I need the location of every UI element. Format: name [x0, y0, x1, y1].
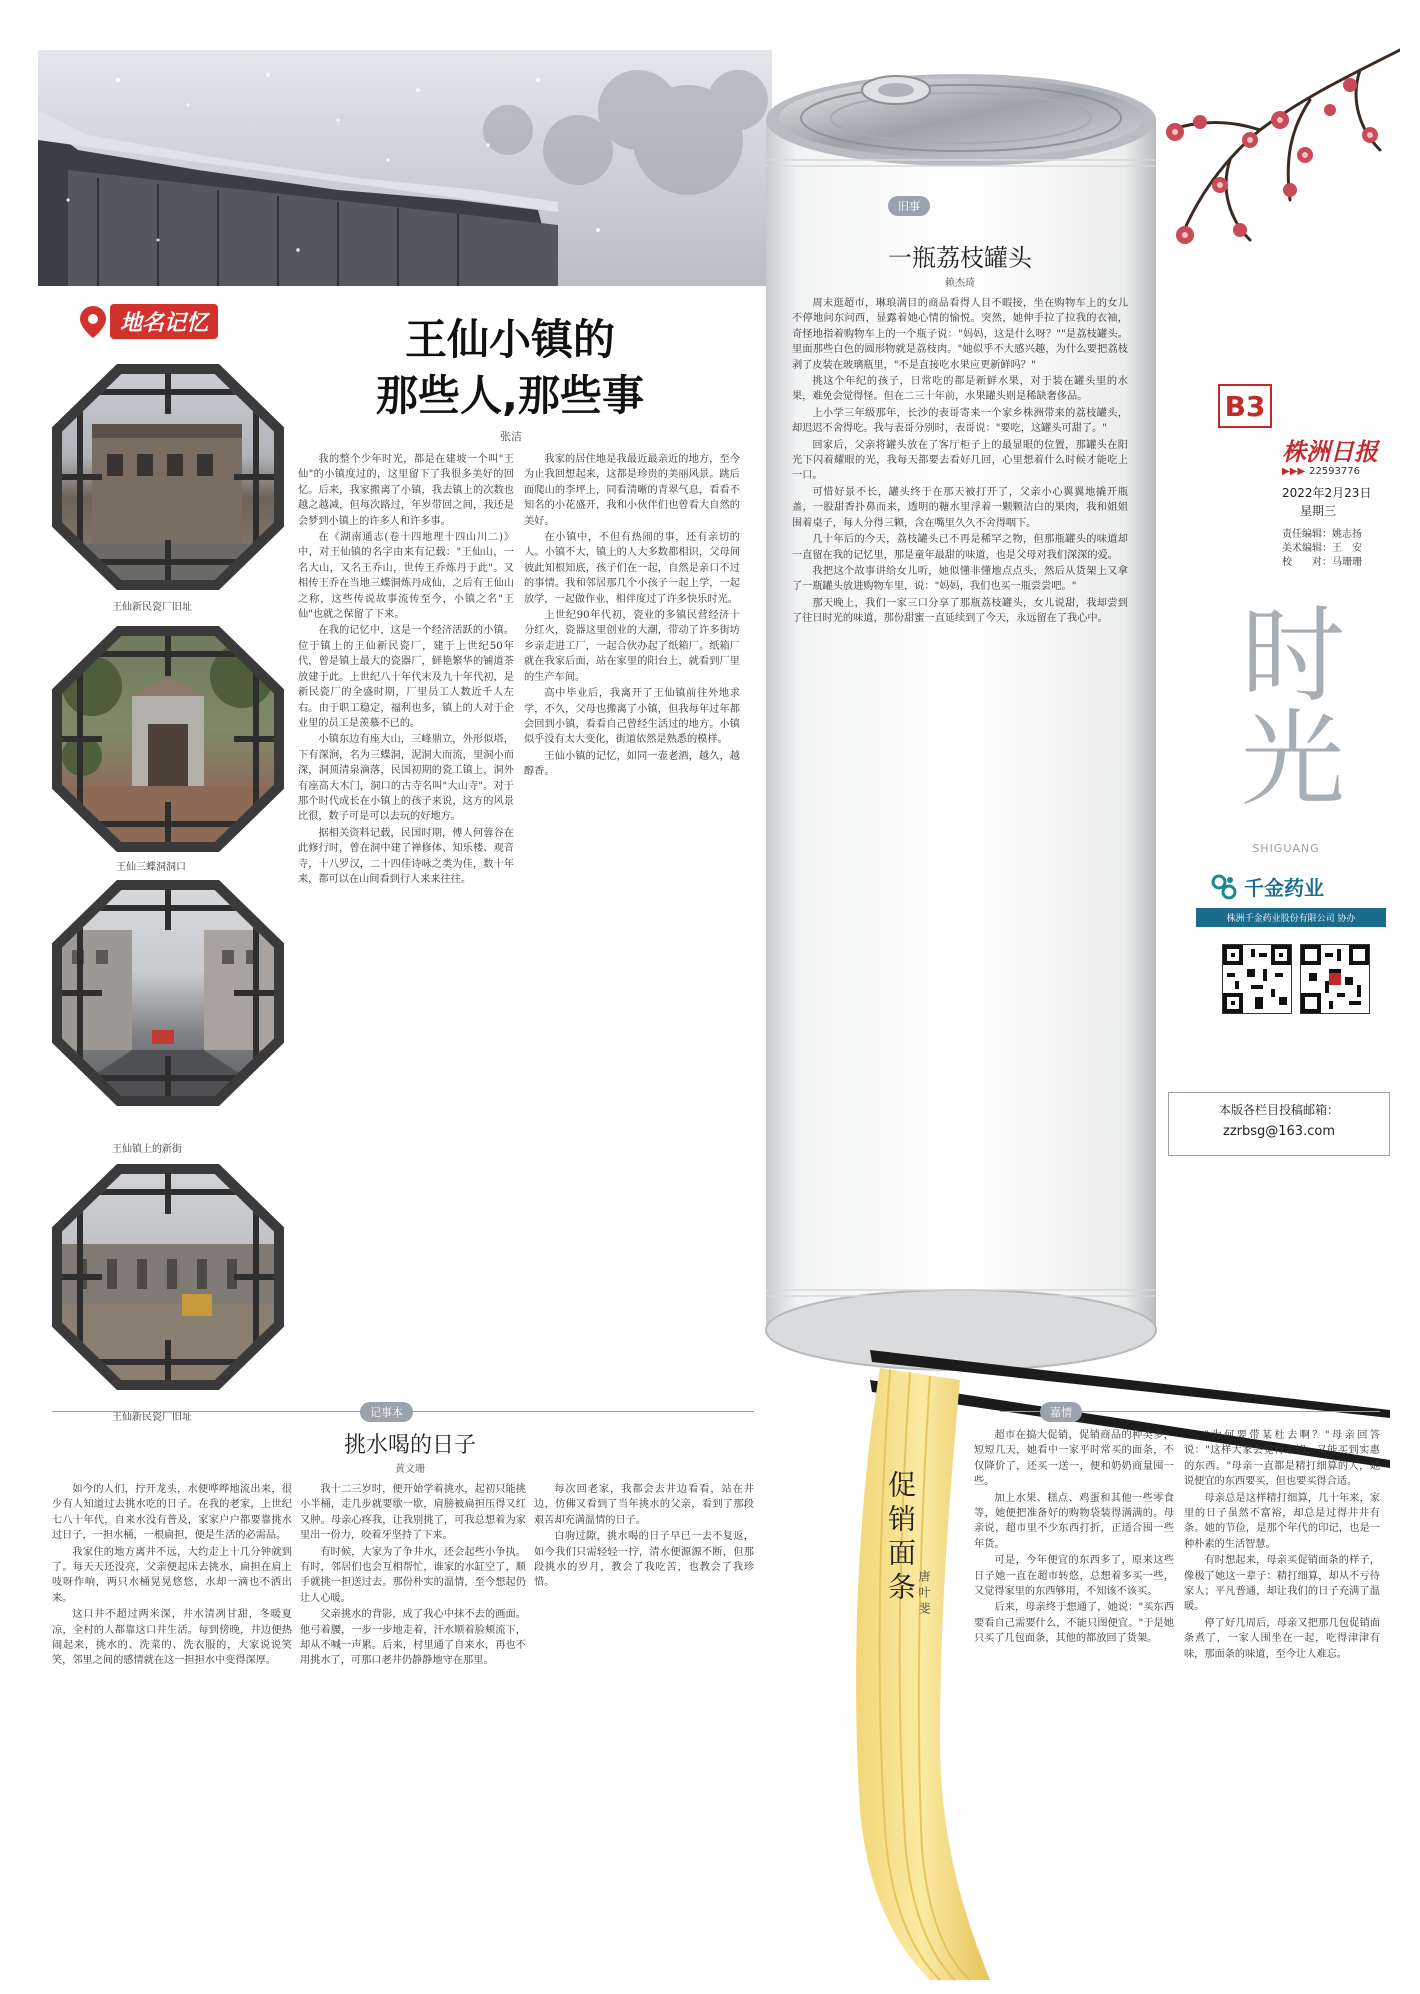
editor-credits — [1282, 528, 1362, 570]
map-pin-icon — [80, 306, 106, 338]
noodle-header-bar — [1000, 1402, 1380, 1420]
feature-body-col2 — [524, 452, 740, 1452]
feature-paragraph: 小镇东边有座大山，三峰鼎立，外形似塔，下有深涧，名为三蝶洞，泥洞大而流，里洞小而深，洞顶清泉滴落，民国初期的瓷工镇上，洞外有座高大木门，洞口的古寺名叫"大山寺"。对于那个时代成长在小镇上的孩子来说，这方的风景比很，数子可是可以去玩的好地方。 — [298, 734, 514, 823]
sponsor-name: 千金药业 — [1244, 876, 1324, 900]
lychee-paragraph: 几十年后的今天，荔枝罐头已不再是稀罕之物，但那瓶罐头的味道却一直留在我的记忆里，那是童年最甜的味道，也是父母对我们深深的爱。 — [792, 534, 1128, 561]
page-number: B3 — [1224, 389, 1266, 423]
noodle-paragraph: 停了好几周后，母亲又把那几包促销面条煮了，一家人围坐在一起，吃得津津有味，那面条的味道，至今让人难忘。 — [1184, 1617, 1380, 1660]
issue-weekday: 星期三 — [1300, 504, 1337, 518]
water-author: 黄文珊 — [395, 1464, 425, 1475]
water-tag: 记事本 — [360, 1402, 413, 1422]
sponsor-logo — [1210, 872, 1324, 901]
photo-frame-4 — [52, 1164, 284, 1390]
water-paragraph: 白驹过隙，挑水喝的日子早已一去不复返，如今我们只需轻轻一拧，清水便源源不断，但那段挑水的岁月，教会了我吃苦，也教会了我珍惜。 — [534, 1531, 754, 1589]
photo-frame-3 — [52, 880, 284, 1106]
feature-body-col1 — [298, 452, 514, 1452]
lychee-title: 一瓶荔枝罐头 — [888, 244, 1032, 272]
qr-code-pattern — [1223, 945, 1291, 1013]
photo-frame-2 — [52, 626, 284, 852]
photo-caption-1: 王仙新民瓷厂旧址 — [112, 602, 192, 613]
noodle-body-col1 — [974, 1428, 1174, 1974]
photo-caption-2: 王仙三蝶洞洞口 — [116, 862, 186, 873]
feature-author: 张洁 — [500, 430, 522, 443]
header-banner-image — [38, 50, 772, 286]
lychee-paragraph: 周末逛超市，琳琅满目的商品看得人目不暇接，坐在购物车上的女儿不停地问东问西，显露着她心情的愉悦。突然，她伸手拉了拉我的衣袖，奇怪地指着购物车上的一个瓶子说："妈妈，这是什么呀？""是荔枝罐头。里面那些白色的圆形物就是荔枝肉。"她似乎不大感兴趣，为什么要把荔枝剥了皮装在玻璃瓶里，"不是直接吃水果应更新鲜吗？" — [792, 298, 1128, 371]
feature-paragraph: 据相关资料记载，民国时期，傅人何蓉谷在此修行时，曾在洞中建了禅修体、知乐楼、观音寺，十八罗汉，二十四佳诗咏之类为佳，数十年来，都可以在山间看到行人来来往往。 — [298, 827, 514, 885]
submission-box — [1168, 1092, 1390, 1156]
feature-paragraph: 在小镇中，不但有热闹的事，还有亲切的人。小镇不大，镇上的人大多数都相识，父母间彼此知根知底，孩子们在一起，自然是亲口不过的事情。我和邻居那几个小孩子一起上学，一起放学，一起做作业，相伴度过了许多快乐时光。 — [524, 532, 740, 605]
photo-porcelain-factory-1 — [62, 374, 274, 580]
sponsor-line: 株洲千金药业股份有限公司 协办 — [1196, 908, 1386, 927]
qr-code-1 — [1222, 944, 1292, 1014]
lychee-paragraph: 上小学三年级那年，长沙的表哥寄来一个家乡株洲带来的荔枝罐头，却迟迟不舍得吃。我与表哥分别时，表哥说："要吃，这罐头可甜了。" — [792, 407, 1128, 435]
feature-title-line2: 那些人,那些事 — [376, 371, 644, 420]
credit-proof: 校 对：马珊珊 — [1282, 557, 1362, 568]
lychee-paragraph: 挑这个年纪的孩子，日常吃的都是新鲜水果，对于装在罐头里的水果，难免会觉得怪。但在二三十年前，水果罐头则是稀缺奢侈品。 — [792, 376, 1128, 403]
noodle-paragraph: 加上水果、糕点、鸡蛋和其他一些零食等，她便把准备好的购物袋装得满满的。母亲说，超市里不少东西打折，正适合囤一些年货。 — [974, 1492, 1174, 1550]
issue-date: 2022年2月23日 — [1282, 486, 1372, 500]
water-body-col3 — [534, 1482, 754, 1974]
photo-new-street — [62, 890, 274, 1096]
water-paragraph: 我十二三岁时，便开始学着挑水，起初只能挑小半桶，走几步就要歇一歇，肩膀被扁担压得又红又肿。母亲心疼我，让我别挑了，可我总想着为家里出一份力，咬着牙坚持了下来。 — [300, 1484, 526, 1542]
lychee-tag: 旧事 — [888, 196, 930, 216]
feature-paragraph: 上世纪90年代初，瓷业的多镇民营经济十分红火，瓷器这里创业的大潮，带动了许多街坊乡亲走进工厂，一起合伙办起了纸箱厂。纸箱厂就在我家后面，站在家里的阳台上，就看到厂里的生产车间。 — [524, 610, 740, 683]
photo-porcelain-factory-2 — [62, 1174, 274, 1380]
water-paragraph: 这口井不超过两米深，井水清冽甘甜，冬暖夏凉，全村的人都靠这口井生活。每到傍晚，井边便热闹起来，挑水的、洗菜的、洗衣服的，大家说说笑笑，邻里之间的感情就在这一担担水中变得深厚。 — [52, 1609, 292, 1667]
noodle-tag: 嘉情 — [1040, 1402, 1082, 1422]
water-paragraph: 如今的人们，拧开龙头，水便哗哗地流出来，很少有人知道过去挑水吃的日子。在我的老家，上世纪七八十年代，自来水没有普及，家家户户都要靠挑水过日子，一担水桶，一根扁担，便是生活的必需品。 — [52, 1484, 292, 1542]
lychee-paragraph: 回家后，父亲将罐头放在了客厅柜子上的最显眼的位置，那罐头在阳光下闪着耀眼的光，我每天都要去看好几回，心里想着什么时候才能吃上一口。 — [792, 439, 1128, 482]
noodle-paragraph: 母亲总是这样精打细算，几十年来，家里的日子虽然不富裕，却总是过得井井有条。她的节俭，是那个年代的印记，也是一种朴素的生活智慧。 — [1184, 1492, 1380, 1550]
feature-paragraph: 高中毕业后，我离开了王仙镇前往外地求学，不久，父母也搬离了小镇，但我每年过年都会回到小镇，看看自己曾经生活过的地方。小镇似乎没有太大变化，街道依然是熟悉的模样。 — [524, 688, 740, 746]
submission-email[interactable]: zzrbsg@163.com — [1223, 1124, 1335, 1139]
feature-paragraph: 我家的居住地是我最近最亲近的地方，至今为止我回想起来，这都是珍贵的美丽风景。跳后面爬山的李坪上，同看清晰的青翠气息，看看不知名的小花盛开，我和小伙伴们也曾看大自然的美好。 — [524, 454, 740, 527]
credit-art-editor: 美术编辑：王 安 — [1282, 543, 1362, 554]
water-body-col2 — [300, 1482, 526, 1974]
sponsor-logo-icon — [1210, 873, 1238, 901]
page-number-badge — [1218, 384, 1272, 428]
feature-paragraph: 在我的记忆中，这是一个经济活跃的小镇。位于镇上的王仙新民瓷厂，建于上世纪50年代，曾是镇上最大的瓷器厂，鲜艳繁华的铺道茶放建于此。上世纪八十年代末及九十年代初，是新民瓷厂的全盛时期，厂里员工人数近千人左右。由于职工稳定，福利也多，镇上的人对于企业里的员工是羡慕不已的。 — [298, 625, 514, 729]
section-title: 时光 — [1223, 600, 1345, 808]
lychee-body — [792, 296, 1128, 1306]
noodle-paragraph: 可是，今年便宜的东西多了，原来这些日子她一直在超市转悠，总想着多买一些，又觉得家里的东西够用，不知该不该买。 — [974, 1555, 1174, 1598]
photo-cave-entrance — [62, 636, 274, 842]
lychee-author: 赖杰琦 — [945, 278, 975, 289]
feature-title — [300, 312, 720, 424]
noodle-title: 促销面条 — [884, 1470, 917, 1606]
water-body-col1 — [52, 1482, 292, 1974]
noodle-paragraph: 后来，母亲终于想通了，她说："买东西要看自己需要什么，不能只图便宜。"于是她只买了几包面条，其他的都放回了货架。 — [974, 1602, 1174, 1645]
section-title-en: SHIGUANG — [1252, 842, 1320, 855]
noodle-body-col2 — [1184, 1428, 1380, 1974]
photo-caption-3: 王仙镇上的新街 — [112, 1144, 182, 1155]
photo-caption-4: 王仙新民瓷厂旧址 — [112, 1412, 192, 1423]
feature-title-line1: 王仙小镇的 — [404, 315, 615, 364]
water-paragraph: 我家住的地方离井不远，大约走上十几分钟就到了。每天天还没亮，父亲便起床去挑水，扁担在肩上吱呀作响，两只水桶晃晃悠悠，水却一滴也不洒出来。 — [52, 1546, 292, 1604]
qr-code-pattern — [1301, 945, 1369, 1013]
qr-code-2 — [1300, 944, 1370, 1014]
feature-paragraph: 我的整个少年时光，都是在建坡一个叫"王仙"的小镇度过的，这里留下了我很多美好的回忆。后来，我家搬离了小镇，我去镇上的次数也越之越减，但每次路过，年岁带回之间，我还是会梦到小镇上的许多人和许多事。 — [298, 454, 514, 527]
phone-row — [1282, 466, 1360, 477]
phone-number: 22593776 — [1309, 466, 1360, 477]
water-paragraph: 有时候，大家为了争井水，还会起些小争执。有时，邻居们也会互相帮忙，谁家的水缸空了，顺手就挑一担送过去。那份朴实的温情，至今想起仍让人心暖。 — [300, 1546, 526, 1604]
lychee-paragraph: 我把这个故事讲给女儿听，她似懂非懂地点点头，然后从货架上又拿了一瓶罐头放进购物车里，说："妈妈，我们也买一瓶尝尝吧。" — [792, 565, 1128, 593]
water-title: 挑水喝的日子 — [343, 1433, 476, 1458]
lychee-paragraph: 可惜好景不长，罐头终于在那天被打开了，父亲小心翼翼地撬开瓶盖，一股甜香扑鼻而来，透明的糖水里浮着一颗颗洁白的果肉，我和姐姐围着桌子，每人分得三颗，含在嘴里久久不舍得咽下。 — [792, 486, 1128, 529]
noodle-paragraph: "为何要带某杜去啊？"母亲回答说："这样大家会觉得亲切，又能买到实惠的东西。"母亲一直都是精打细算的人，她说便宜的东西要买，但也要买得合适。 — [1184, 1430, 1380, 1488]
section-logo-text: 地名记忆 — [110, 304, 218, 339]
water-header-bar — [52, 1402, 754, 1420]
rooftop-illustration — [38, 50, 772, 286]
credit-editor: 责任编辑：姚志扬 — [1282, 529, 1362, 540]
lychee-paragraph: 那天晚上，我们一家三口分享了那瓶荔枝罐头，女儿说甜，我却尝到了往日时光的味道，那份甜蜜一直延续到了今天，永远留在了我心中。 — [792, 597, 1128, 625]
photo-frame-1 — [52, 364, 284, 590]
water-paragraph: 每次回老家，我都会去井边看看，站在井边，仿佛又看到了当年挑水的父亲，看到了那段艰苦却充满温情的日子。 — [534, 1484, 754, 1526]
noodle-paragraph: 超市在搞大促销，促销商品的种类多，短短几天，她看中一家平时常买的面条，不仅降价了，还买一送一，便和奶奶商量囤一些。 — [974, 1430, 1174, 1488]
arrow-icon: ▶▶▶ — [1282, 466, 1306, 477]
noodle-paragraph: 有时想起来，母亲买促销面条的样子，像极了她这一辈子：精打细算，却从不亏待家人；平凡普通，却让我们的日子充满了温暖。 — [1184, 1555, 1380, 1613]
feature-paragraph: 在《湖南通志(卷十四地理十四山川二)》中，对王仙镇的名字由来有记载："王仙山，一名大山，又名王乔山，世传王乔炼丹于此"。又相传王乔在当地三蝶洞炼丹成仙，之后有王仙山之称，这些传说故事流传至今，小镇之名"王仙"也就之保留了下来。 — [298, 532, 514, 621]
noodle-author: 唐叶斐 — [917, 1570, 931, 1618]
feature-paragraph: 王仙小镇的记忆，如同一壶老酒，越久，越醇香。 — [524, 750, 740, 778]
submission-label: 本版各栏目投稿邮箱： — [1218, 1103, 1339, 1117]
paper-name: 株洲日报 — [1282, 437, 1378, 466]
water-paragraph: 父亲挑水的背影，成了我心中抹不去的画面。他弓着腰，一步一步地走着，汗水顺着脸颊流下，却从不喊一声累。后来，村里通了自来水，再也不用挑水了，可那口老井仍静静地守在那里。 — [300, 1609, 526, 1667]
section-logo — [80, 304, 218, 339]
